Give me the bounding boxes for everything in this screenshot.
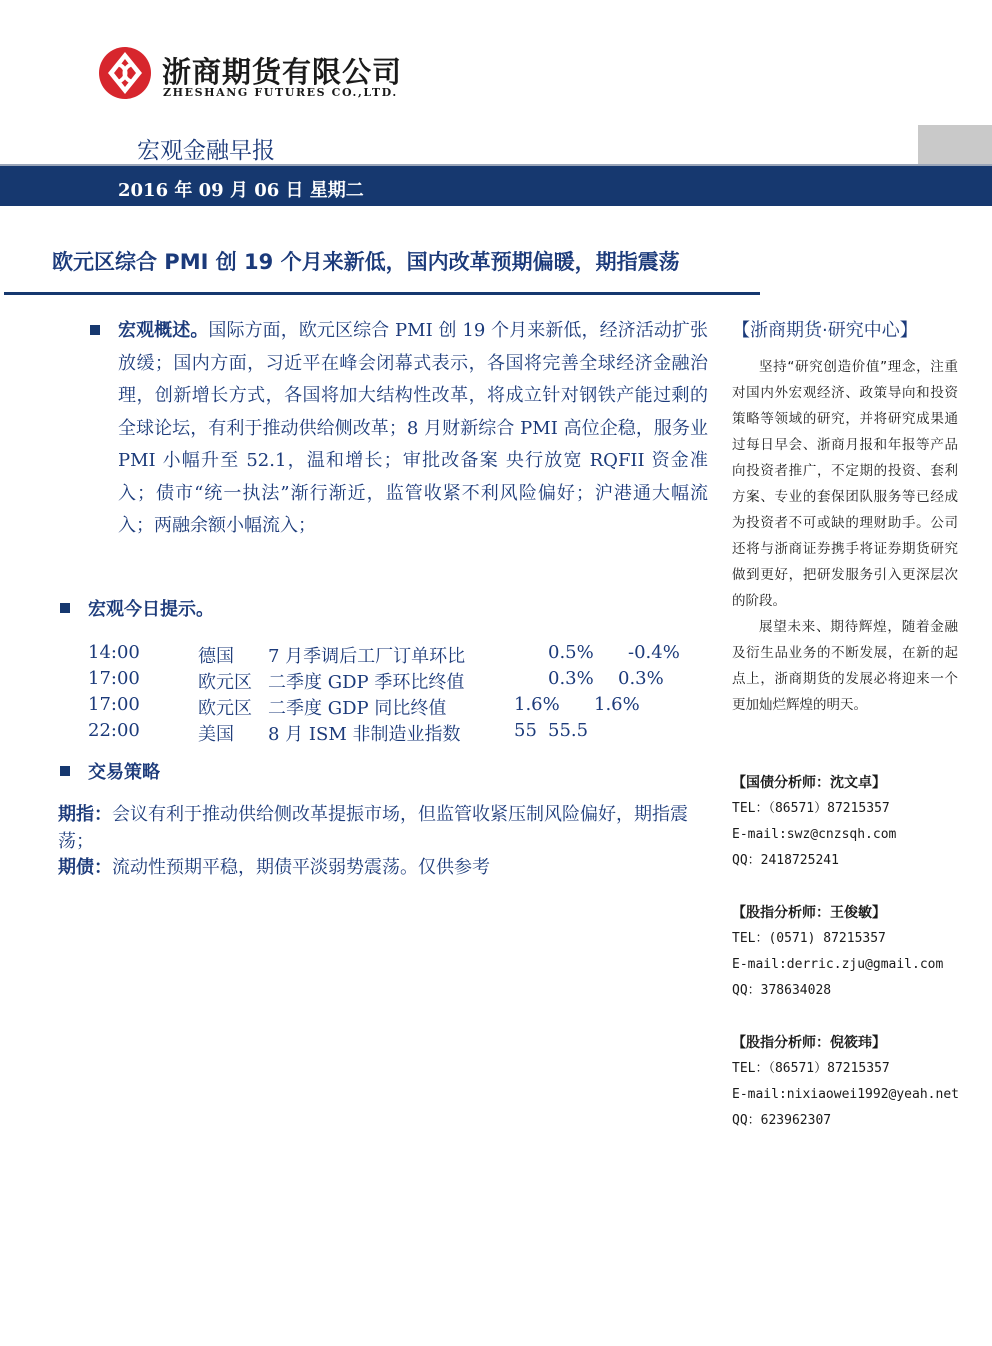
analyst-card [732, 1030, 972, 1134]
strategy-text: 会议有利于推动供给侧改革提振市场，但监管收紧压制风险偏好，期指震荡； [58, 804, 688, 852]
calendar-indicator: 二季度 GDP 季环比终值 [268, 672, 465, 693]
calendar-indicator: 二季度 GDP 同比终值 [268, 698, 447, 719]
sidebar-intro-paragraph: 坚持“研究创造价值”理念，注重对国内外宏观经济、政策导向和投资策略等领域的研究，并将研究成果通过每日早会、浙商月报和年报等产品向投资者推广，不定期的投资、套利方案、专业的套保团队服务等已经成为投资者不可或缺的理财助手。公司还将与浙商证券携手将证券期货研究做到更好，把研发服务引入更深层次的阶段。 [732, 359, 958, 609]
analyst-card [732, 900, 972, 1004]
strategy-title: 交易策略 [88, 762, 160, 783]
strategy-body [58, 802, 708, 882]
bullet-square-icon [60, 603, 70, 613]
analyst-name: 【股指分析师：倪筱玮】 [732, 1035, 886, 1051]
calendar-indicator: 8 月 ISM 非制造业指数 [268, 724, 461, 745]
calendar-prior: 1.6% [514, 694, 560, 715]
strategy-label: 期债： [58, 857, 112, 878]
report-date: 2016 年 09 月 06 日 星期二 [118, 180, 364, 201]
company-name-en: ZHESHANG FUTURES CO.,LTD. [163, 86, 398, 99]
header-decor-block [918, 125, 992, 165]
macro-overview [118, 315, 708, 543]
calendar-region: 欧元区 [198, 698, 252, 719]
calendar-forecast: 55.5 [548, 720, 589, 741]
analyst-qq: QQ：2418725241 [732, 853, 839, 868]
calendar-region: 欧元区 [198, 672, 252, 693]
calendar-prior: 0.3% [548, 668, 594, 689]
calendar-region: 德国 [198, 646, 234, 667]
headline-divider [4, 292, 760, 295]
calendar-time: 22:00 [88, 720, 140, 741]
calendar-forecast: -0.4% [628, 642, 680, 663]
analyst-qq: QQ：378634028 [732, 983, 832, 998]
calendar-title: 宏观今日提示。 [88, 599, 214, 620]
calendar-prior: 55 [514, 720, 537, 741]
calendar-time: 17:00 [88, 668, 140, 689]
report-title: 宏观金融早报 [137, 138, 275, 164]
bullet-square-icon [60, 766, 70, 776]
calendar-prior: 0.5% [548, 642, 594, 663]
analyst-qq: QQ：623962307 [732, 1113, 832, 1128]
analyst-tel: TEL：（86571）87215357 [732, 1061, 890, 1076]
headline: 欧元区综合 PMI 创 19 个月来新低，国内改革预期偏暖，期指震荡 [52, 250, 680, 274]
analyst-name: 【国债分析师：沈文卓】 [732, 775, 886, 791]
analyst-card [732, 770, 972, 874]
calendar-time: 17:00 [88, 694, 140, 715]
sidebar-intro-paragraph: 展望未来、期待辉煌，随着金融及衍生品业务的不断发展，在新的起点上，浙商期货的发展必将迎来一个更加灿烂辉煌的明天。 [732, 619, 958, 713]
calendar-region: 美国 [198, 724, 234, 745]
analyst-tel: TEL：（86571）87215357 [732, 801, 890, 816]
strategy-item [58, 855, 708, 882]
sidebar-title: 【浙商期货·研究中心】 [732, 320, 918, 341]
analyst-name: 【股指分析师：王俊敏】 [732, 905, 886, 921]
analyst-email: E-mail:nixiaowei1992@yeah.net [732, 1087, 959, 1102]
analyst-tel: TEL：(0571) 87215357 [732, 931, 886, 946]
macro-overview-label: 宏观概述。 [118, 320, 209, 341]
sidebar-intro [732, 354, 958, 718]
analyst-email: E-mail:derric.zju@gmail.com [732, 957, 944, 972]
calendar-forecast: 0.3% [618, 668, 664, 689]
strategy-text: 流动性预期平稳，期债平淡弱势震荡。仅供参考 [112, 857, 490, 878]
strategy-label: 期指： [58, 804, 112, 825]
company-name-cn: 浙商期货有限公司 [162, 55, 403, 89]
analyst-email: E-mail:swz@cnzsqh.com [732, 827, 897, 842]
strategy-item [58, 802, 708, 855]
company-logo-icon [98, 46, 152, 100]
calendar-forecast: 1.6% [594, 694, 640, 715]
calendar-time: 14:00 [88, 642, 140, 663]
macro-overview-text: 国际方面，欧元区综合 PMI 创 19 个月来新低，经济活动扩张放缓；国内方面，习近平在峰会闭幕式表示，各国将完善全球经济金融治理，创新增长方式，各国将加大结构性改革，将成立针对钢铁产能过剩的全球论坛，有利于推动供给侧改革；8 月财新综合 PMI 高位企稳，服务业 PMI 小幅升至 52.1，温和增长；审批改备案 央行放宽 RQFII 资金准入；债市“统一执法”渐行渐近，监管收紧不利风险偏好；沪港通大幅流入；两融余额小幅流入； [118, 320, 708, 536]
calendar-indicator: 7 月季调后工厂订单环比 [268, 646, 466, 667]
bullet-square-icon [90, 325, 100, 335]
